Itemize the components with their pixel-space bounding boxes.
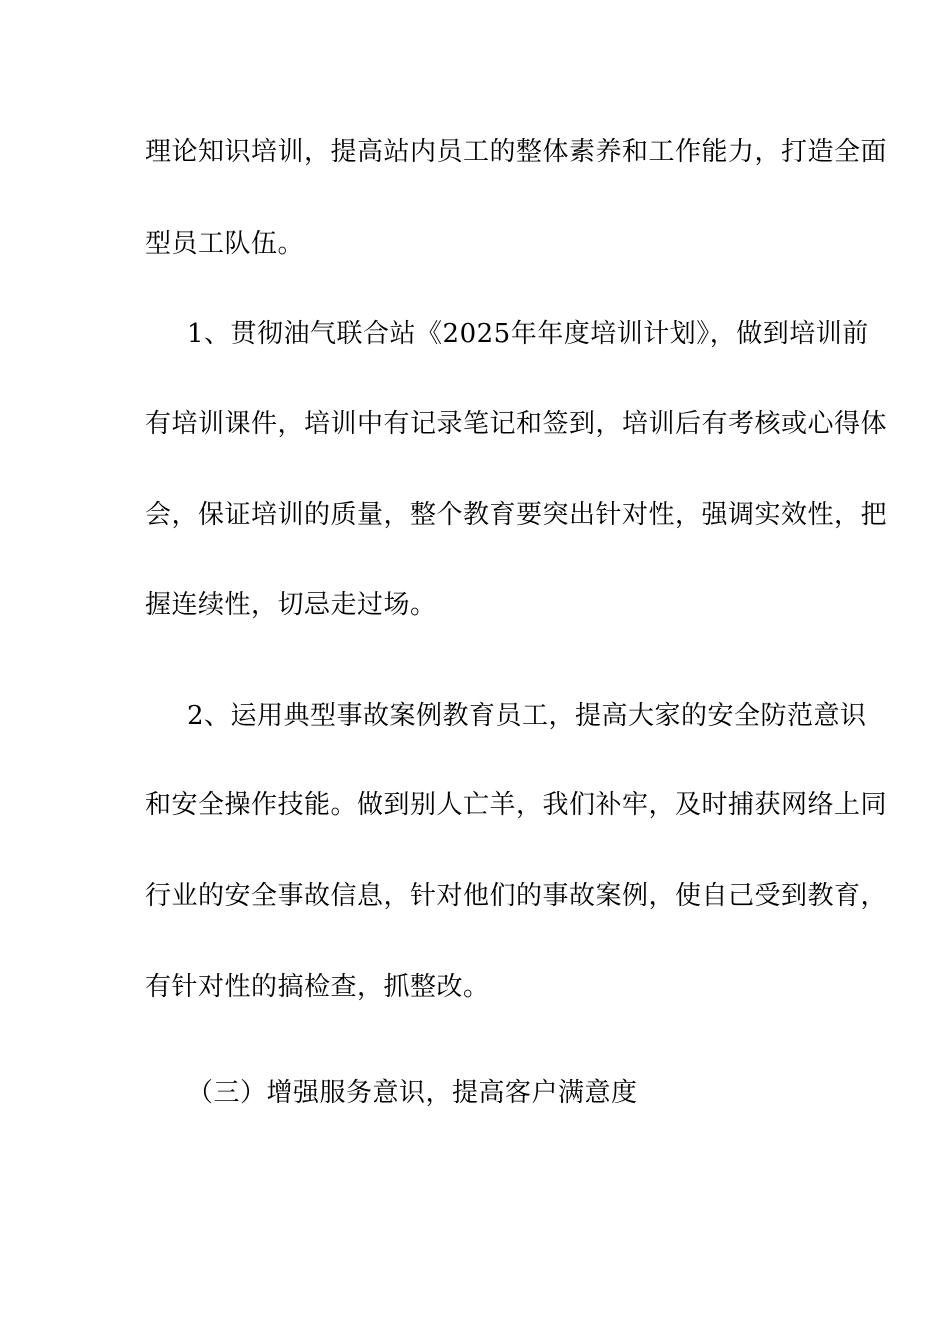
list-item-1-start: 1、贯彻油气联合站《2025年年度培训计划》，做到培训前 bbox=[187, 319, 869, 349]
text-line-2: 型员工队伍。 bbox=[145, 229, 305, 259]
text-line-6: 握连续性，切忌走过场。 bbox=[145, 590, 437, 620]
text-line-8: 和安全操作技能。做到别人亡羊，我们补牢，及时捕获网络上同 bbox=[145, 790, 888, 820]
text-line-9: 行业的安全事故信息，针对他们的事故案例，使自己受到教育， bbox=[145, 881, 888, 911]
text-line-10: 有针对性的搞检查，抓整改。 bbox=[145, 972, 490, 1002]
text-line-4: 有培训课件，培训中有记录笔记和签到，培训后有考核或心得体 bbox=[145, 409, 888, 439]
section-heading: （三）增强服务意识，提高客户满意度 bbox=[187, 1078, 638, 1108]
text-line-5: 会，保证培训的质量，整个教育要突出针对性，强调实效性，把 bbox=[145, 500, 888, 530]
text-line-1: 理论知识培训，提高站内员工的整体素养和工作能力，打造全面 bbox=[145, 137, 888, 167]
list-item-2-start: 2、运用典型事故案例教育员工，提高大家的安全防范意识 bbox=[187, 701, 867, 731]
